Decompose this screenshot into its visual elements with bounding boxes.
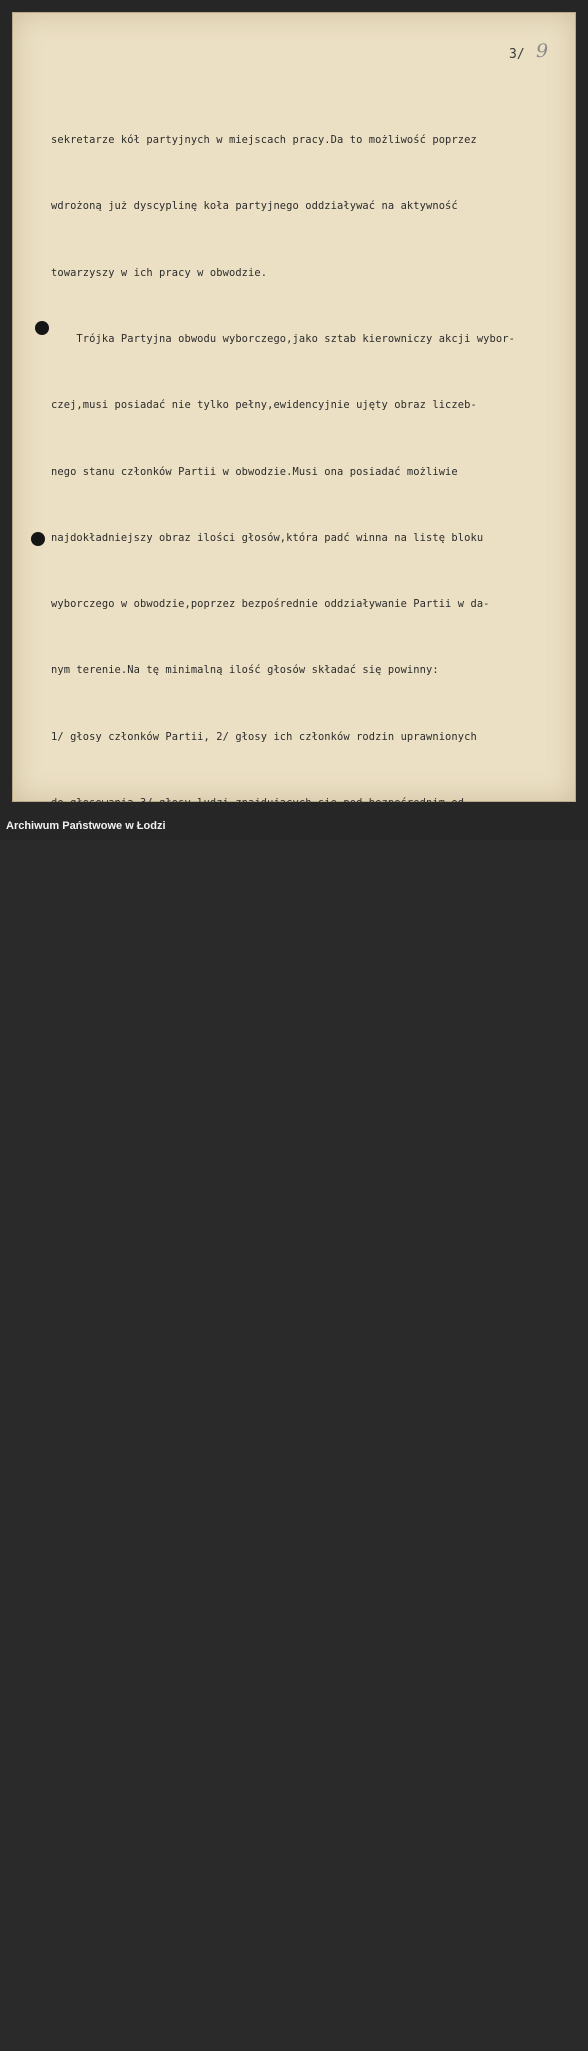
text-line: działywaniem członków Partii naszej/dalsze rodziny,sąsiedzi,przyja- [51, 863, 477, 876]
underlined-phrase: obowiązkiem każdego towarzysza jest prowa- [222, 1592, 490, 1605]
text-line: czej,musi posiadać nie tylko pełny,ewidencyjnie ujęty obraz liczeb- [51, 399, 477, 412]
page-number: 3/ [509, 47, 525, 62]
text-line: do głosowania,3/ głosy ludzi znajdujących się pod bezpośrednim od- [51, 797, 471, 809]
text-line [51, 1587, 565, 1609]
text-line: tak,by poszczególne grupy członków Partii składały swe głosy w ciągu [51, 1923, 484, 1936]
text-line: które zmobilizować może nasza Partia,konieczne jest,aby w liście [51, 1062, 458, 1075]
archive-footer-bar [0, 810, 588, 840]
text-line: nym terenie.Na tę minimalną ilość głosów składać się powinny: [51, 664, 439, 677]
text-line-underlined: dzić do urny 5-6 osób swego najbliższego otoczenia. [51, 1658, 376, 1671]
text-line: przedzającej wybory,jak i zagwarantowanie ich głosów dla listy bloku [51, 1526, 484, 1539]
text-line: wdrożoną już dyscyplinę koła partyjnego oddziaływać na aktywność [51, 200, 458, 213]
text-line: zobowiązany jest on pociągnąć za sobą z najbliższego swego otoczenia. [51, 1327, 490, 1340]
text-line: Obowiązkiem każdego członka Partii winno być zaktywizowanie [51, 1393, 452, 1406]
text-line: 1/ przy odpowiednim rozplanowaniu poprzez Trójkę Wyborczą głosowania [51, 1857, 484, 1870]
text-line: wyborczego w obwodzie,poprzez bezpośrednie oddziaływanie Partii w da- [51, 598, 490, 611]
text-line: sekretarze kół partyjnych w miejscach pracy.Da to możliwość poprzez [51, 134, 477, 147]
archive-label: Archiwum Państwowe w Łodzi [6, 820, 166, 832]
text-line: dego P.P.R.-owca,uprawnionego do głosowania,oraz ilość głosów,jakie [51, 1260, 477, 1273]
text-line: Trójka Partyjna obwodu wyborczego,jako sztab kierowniczy akcji wybor- [51, 333, 515, 346]
text-line: nego stanu członków Partii w obwodzie.Musi ona posiadać możliwie [51, 465, 458, 478]
page-number-pencil: 9 [536, 40, 549, 62]
text-line: najdokładniejszy obraz ilości głosów,która padć winna na listę bloku [51, 531, 484, 544]
text-line: towarzyszy w ich pracy w obwodzie. [51, 266, 268, 279]
text-line: ciele itp./ [51, 929, 121, 942]
punch-hole-top [35, 321, 49, 335]
text-line: Dopilnowanie wykonania tego obowiązku jest jednym z podstawowych zadań [51, 1724, 496, 1737]
text-line: Trójki w dniu głosowania.Da się ono wykonać: [51, 1791, 331, 1804]
text-line: Dla możliwie dokładnego ujęcia(określonej)pewnej liczby głosów, [51, 995, 477, 1008]
text-line: 1/ głosy członków Partii, 2/ głosy ich członków rodzin uprawnionych [51, 730, 477, 743]
text-line-start: w dniu głosowania.Stąd też [51, 1592, 223, 1605]
text-line: ewidencyjnej członków Partii,zamieszkałych w obwodzie,prowadzonej [51, 1128, 465, 1141]
text-line: najbliższej rodziny i znajomych w akcji propagandowo-politycznej po- [51, 1459, 484, 1472]
text-line: dnia wyborów, [51, 1990, 134, 2003]
punch-hole-bottom [31, 532, 45, 546]
typed-text-body [51, 85, 565, 2051]
text-line: przez Trójkę Wyborczą,uwidoczniony został stan członków rodziny każ- [51, 1194, 484, 1207]
